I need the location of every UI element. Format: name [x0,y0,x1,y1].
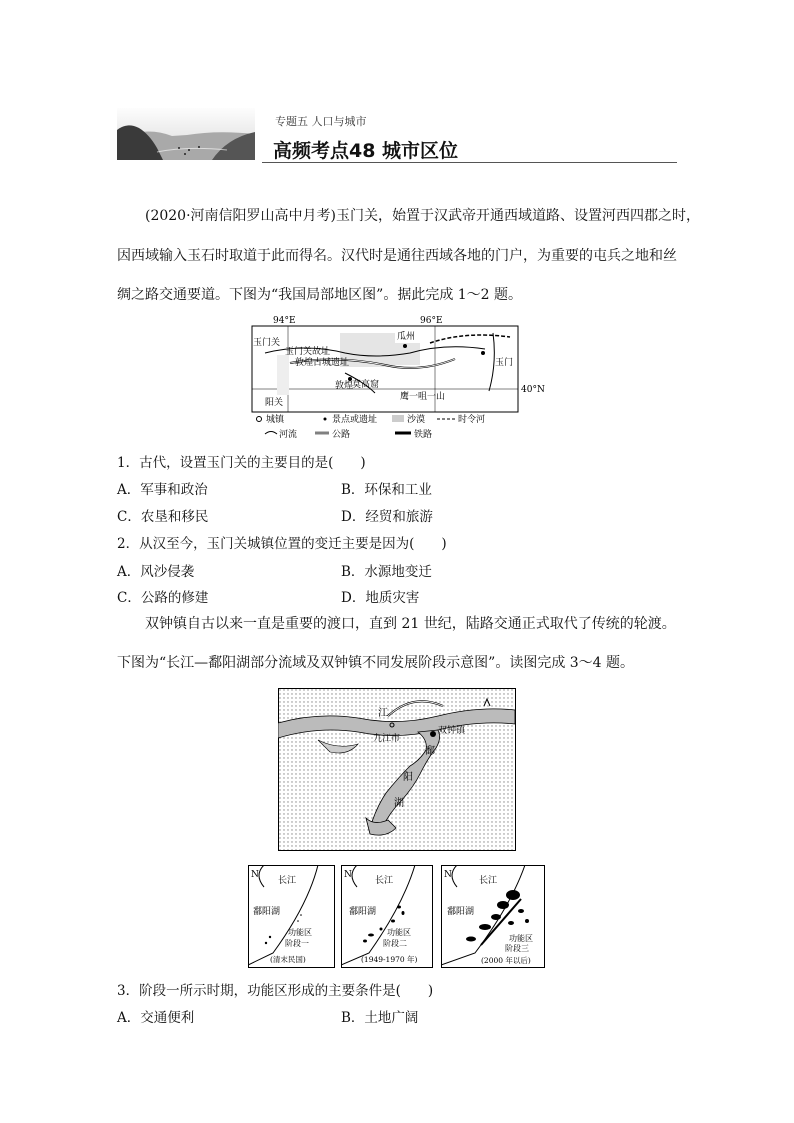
passage2-line1: 双钟镇自古以来一直是重要的渡口，直到 21 世纪，陆路交通正式取代了传统的轮渡。 [145,616,676,632]
q2-option-b[interactable]: B．水源地变迁 [341,564,432,580]
q1-option-a[interactable]: A．军事和政治 [117,482,208,498]
lake-char-1: 鄱 [425,746,435,757]
stage3-north: N [444,870,452,880]
place-yumen: 玉门 [495,358,514,368]
q2-option-c[interactable]: C．公路的修建 [117,590,209,606]
place-yangguan: 阳关 [265,398,284,408]
shuangzhong-label: 双钟镇 [438,726,466,736]
stage-three-diagram [441,865,545,968]
stage2-lake: 鄱阳湖 [349,907,377,917]
passage1-line2: 因西域输入玉石时取道于此而得名。汉代时是通往西域各地的门户，为重要的屯兵之地和丝 [117,248,677,264]
stage3-area: 功能区 [509,934,533,943]
lake-char-2: 阳 [403,772,413,783]
stage-one-diagram [248,865,335,968]
stage3-label: 阶段三 [505,944,529,953]
legend-road: 公路 [332,430,351,440]
legend-site: 景点或遗址 [332,415,378,425]
q3-option-b[interactable]: B．土地广阔 [341,1010,419,1026]
place-dunhuang: 敦煌 [335,381,354,391]
place-mogao: 莫高窟 [352,380,380,390]
regional-map-figure [245,313,550,440]
stage1-north: N [251,870,259,880]
place-dunhuang-old-city: 敦煌古城遗址 [295,358,350,368]
q1-option-d[interactable]: D．经贸和旅游 [341,509,433,525]
map-legend [257,413,486,440]
place-yumenguan: 玉门关 [253,338,281,348]
q1-stem: 1．古代，设置玉门关的主要目的是( ) [117,455,366,471]
stage1-area: 功能区 [288,928,312,937]
stage3-river: 长江 [479,876,498,886]
stage2-north: N [344,870,352,880]
q2-option-a[interactable]: A．风沙侵袭 [117,564,195,580]
stage1-lake: 鄱阳湖 [253,907,281,917]
stage-two-diagram [341,865,433,968]
stage2-river: 长江 [375,876,394,886]
passage1-line3: 绸之路交通要道。下图为“我国局部地区图”。据此完成 1～2 题。 [117,287,523,303]
place-guazhou: 瓜州 [397,332,416,342]
river-label: 江 [378,708,388,719]
lake-char-3: 湖 [394,798,404,809]
place-mountain: 鹰一咀一山 [400,392,446,402]
legend-town: 城镇 [266,415,285,425]
lon-label-96: 96°E [420,316,443,326]
stage2-label: 阶段二 [383,939,407,948]
q3-option-a[interactable]: A．交通便利 [117,1010,195,1026]
stage2-area: 功能区 [387,928,411,937]
stage2-period: (1949-1970 年) [361,955,418,964]
passage2-line2: 下图为“长江—鄱阳湖部分流域及双钟镇不同发展阶段示意图”。读图完成 3～4 题。 [117,655,635,671]
chapter-subtitle: 专题五 人口与城市 [275,115,367,128]
stage1-period: (清末民国) [270,955,306,964]
header-divider [262,162,677,163]
legend-railway: 铁路 [414,430,433,440]
q2-option-d[interactable]: D．地质灾害 [341,590,420,606]
passage1-line1: (2020·河南信阳罗山高中月考)玉门关，始置于汉武帝开通西域道路、设置河西四郡之时， [145,208,701,224]
stage3-lake: 鄱阳湖 [447,907,475,917]
stage1-label: 阶段一 [285,939,309,948]
q2-stem: 2．从汉至今，玉门关城镇位置的变迁主要是因为( ) [117,536,447,552]
stage1-river: 长江 [278,876,297,886]
page-title: 高频考点48 城市区位 [273,140,459,162]
lat-label-40: 40°N [521,385,545,395]
q1-option-c[interactable]: C．农垦和移民 [117,509,209,525]
lon-label-94: 94°E [273,316,296,326]
header-landscape-image [117,108,255,160]
legend-desert: 沙漠 [407,415,426,425]
q3-stem: 3．阶段一所示时期，功能区形成的主要条件是( ) [117,983,434,999]
place-yumenguan-ruins: 玉门关故址 [285,347,331,357]
poyang-map-figure [278,688,516,851]
jiujiang-label: 九江市 [373,734,401,744]
legend-seasonal-river: 时令河 [458,415,486,425]
legend-river: 河流 [279,430,298,440]
q1-option-b[interactable]: B．环保和工业 [341,482,432,498]
stage3-period: (2000 年以后) [481,956,531,965]
